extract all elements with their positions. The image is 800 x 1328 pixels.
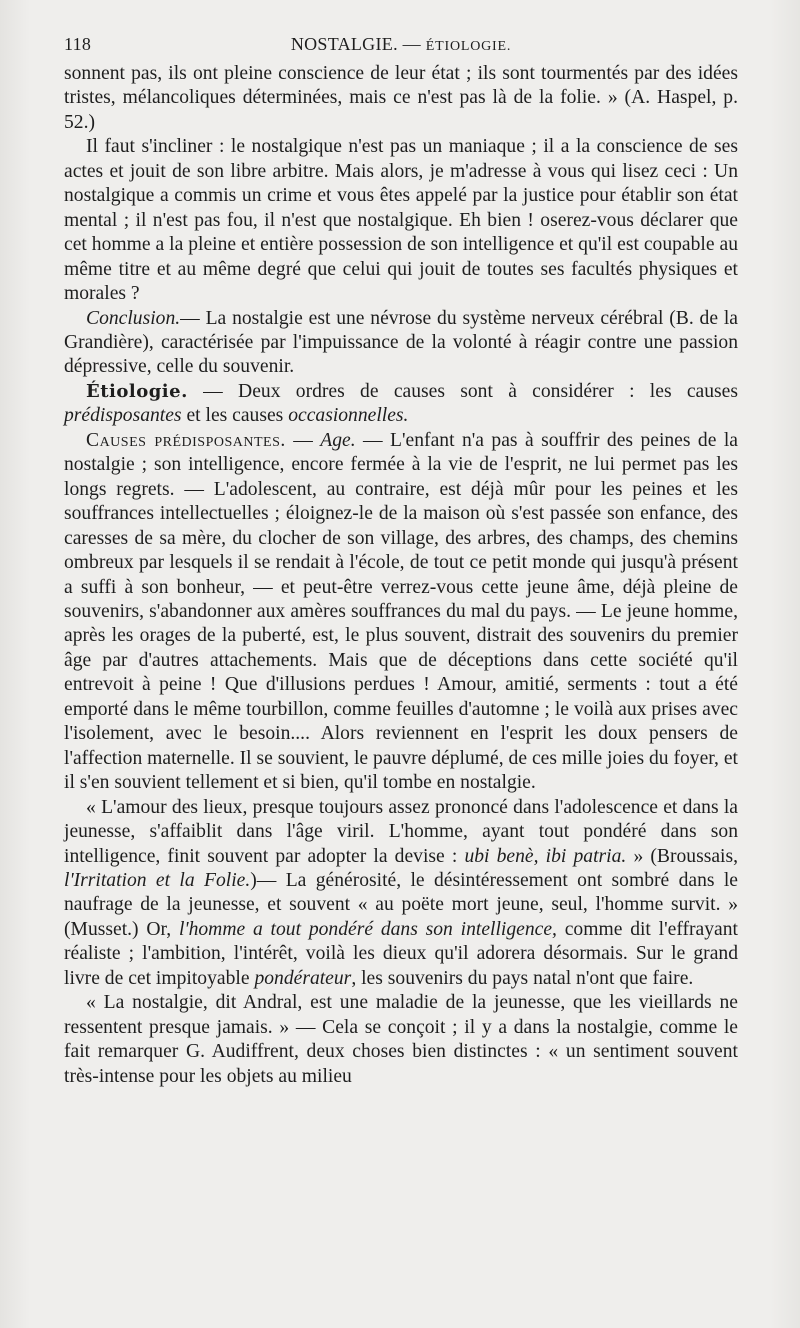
etiologie-heading: Étiologie. [86, 380, 188, 402]
term-ponderateur: pondérateur [254, 967, 352, 989]
paragraph-etiologie [64, 380, 738, 429]
book-title: NOSTALGIE. — [290, 34, 421, 54]
paragraph-1: sonnent pas, ils ont pleine conscience de leur état ; ils sont tourmentés par des idées tristes, mélancoliques déterminées, mais ce n'est pas là de la folie. » (A. Haspel, p. 52.) [64, 63, 738, 133]
paragraph-conclusion [64, 307, 738, 380]
causes-label: Causes prédisposantes. [86, 429, 286, 451]
running-title [64, 34, 738, 55]
paragraph-amour-des-lieux [64, 796, 738, 992]
section-title: ÉTIOLOGIE. [425, 39, 512, 54]
running-head [64, 34, 738, 60]
work-title: l'Irritation et la Folie. [64, 869, 251, 891]
amour-text-2: » (Broussais, [626, 845, 739, 867]
amour-text-5: , les souvenirs du pays natal n'ont que faire. [351, 967, 694, 989]
causes-text: — L'enfant n'a pas à souffrir des peines de la nostalgie ; son intelligence, encore fermée à la vie de l'esprit, ne lui permet pas les longs regrets. — L'adolescent, au contraire, est déjà mûr pour les peines et les souffrances intellectuelles ; éloignez-le de la maison où s'est passée son enfance, des caresses de sa mère, du clocher de son village, des arbres, des champs, des chemins ombreux par lesquels il se rendait à l'école, de tout ce petit monde qui jusqu'à présent a suffi à son bonheur, — et peut-être verrez-vous cette jeune âme, déjà pleine de souvenirs, s'abandonner aux amères souffrances du mal du pays. — Le jeune homme, après les orages de la puberté, est, le plus souvent, distrait des souvenirs du premier âge par d'autres attachements. Mais que de déceptions dans cette société qu'il entrevoit à peine ! Que d'illusions perdues ! Amour, amitié, serments : tout a été emporté dans le même tourbillon, comme feuilles d'automne ; le voilà aux prises avec l'isolement, avec le besoin.... Alors reviennent en l'esprit les doux pensers de l'affection maternelle. Il se souvient, le pauvre déplumé, de ces mille joies du foyer, et il s'en souvient tellement et si bien, qu'il tombe en nostalgie. [64, 429, 738, 794]
page-number: 118 [64, 34, 92, 54]
conclusion-label: Conclusion. [86, 307, 181, 329]
amour-text-1: « L'amour des lieux, presque toujours assez prononcé dans l'adolescence et dans la jeunesse, s'affaiblit dans l'âge viril. L'homme, ayant tout pondéré dans son intelligence, finit souvent par adopter la devise : [64, 796, 738, 867]
paragraph-2: Il faut s'incliner : le nostalgique n'est pas un maniaque ; il a la conscience de ses actes et jouit de son libre arbitre. Mais alors, je m'adresse à vous qui lisez ceci : Un nostalgique a commis un crime et vous êtes appelé par la justice pour établir son état mental ; il n'est pas fou, il n'est que nostalgique. Eh bien ! oserez-vous déclarer que cet homme a la pleine et entière possession de son intelligence et qu'il est coupable au même titre et au même degré que celui qui jouit de toutes ses facultés physiques et morales ? [64, 136, 738, 305]
amour-text-3: )— La générosité, le désintéressement ont sombré dans le naufrage de la jeunesse, et souvent « au poëte mort jeune, seul, l'homme survit. » (Musset.) Or, [64, 869, 738, 940]
paragraph-causes [64, 429, 738, 796]
realist-quote: l'homme a tout pondéré dans son intelligence, [178, 918, 557, 940]
term-occasionnelles: occasionnelles. [288, 405, 409, 427]
conclusion-text: — La nostalgie est une névrose du système nerveux cérébral (B. de la Grandière), caractérisée par l'impuissance de la volonté à réagir contre une passion dépressive, celle du souvenir. [64, 307, 738, 378]
motto-ubi-bene: ubi benè, ibi patria. [464, 845, 627, 867]
etiologie-text-1: — Deux ordres de causes sont à considérer : les causes [187, 380, 738, 402]
amour-text-4: comme dit l'effrayant réaliste ; l'ambition, l'intérêt, voilà les dieux qu'il adorera désormais. Sur le grand livre de cet impitoyable [64, 918, 738, 989]
body-text [64, 62, 738, 1089]
etiologie-text-2: et les causes [181, 405, 289, 427]
paragraph-andral: « La nostalgie, dit Andral, est une maladie de la jeunesse, que les vieillards ne ressentent presque jamais. » — Cela se conçoit ; il y a dans la nostalgie, comme le fait remarquer G. Audiffrent, deux choses bien distinctes : « un sentiment souvent très-intense pour les objets au milieu [64, 992, 738, 1087]
causes-dash: — [285, 429, 321, 451]
age-subject: Age. [320, 429, 356, 451]
term-predisposantes: prédisposantes [64, 405, 182, 427]
